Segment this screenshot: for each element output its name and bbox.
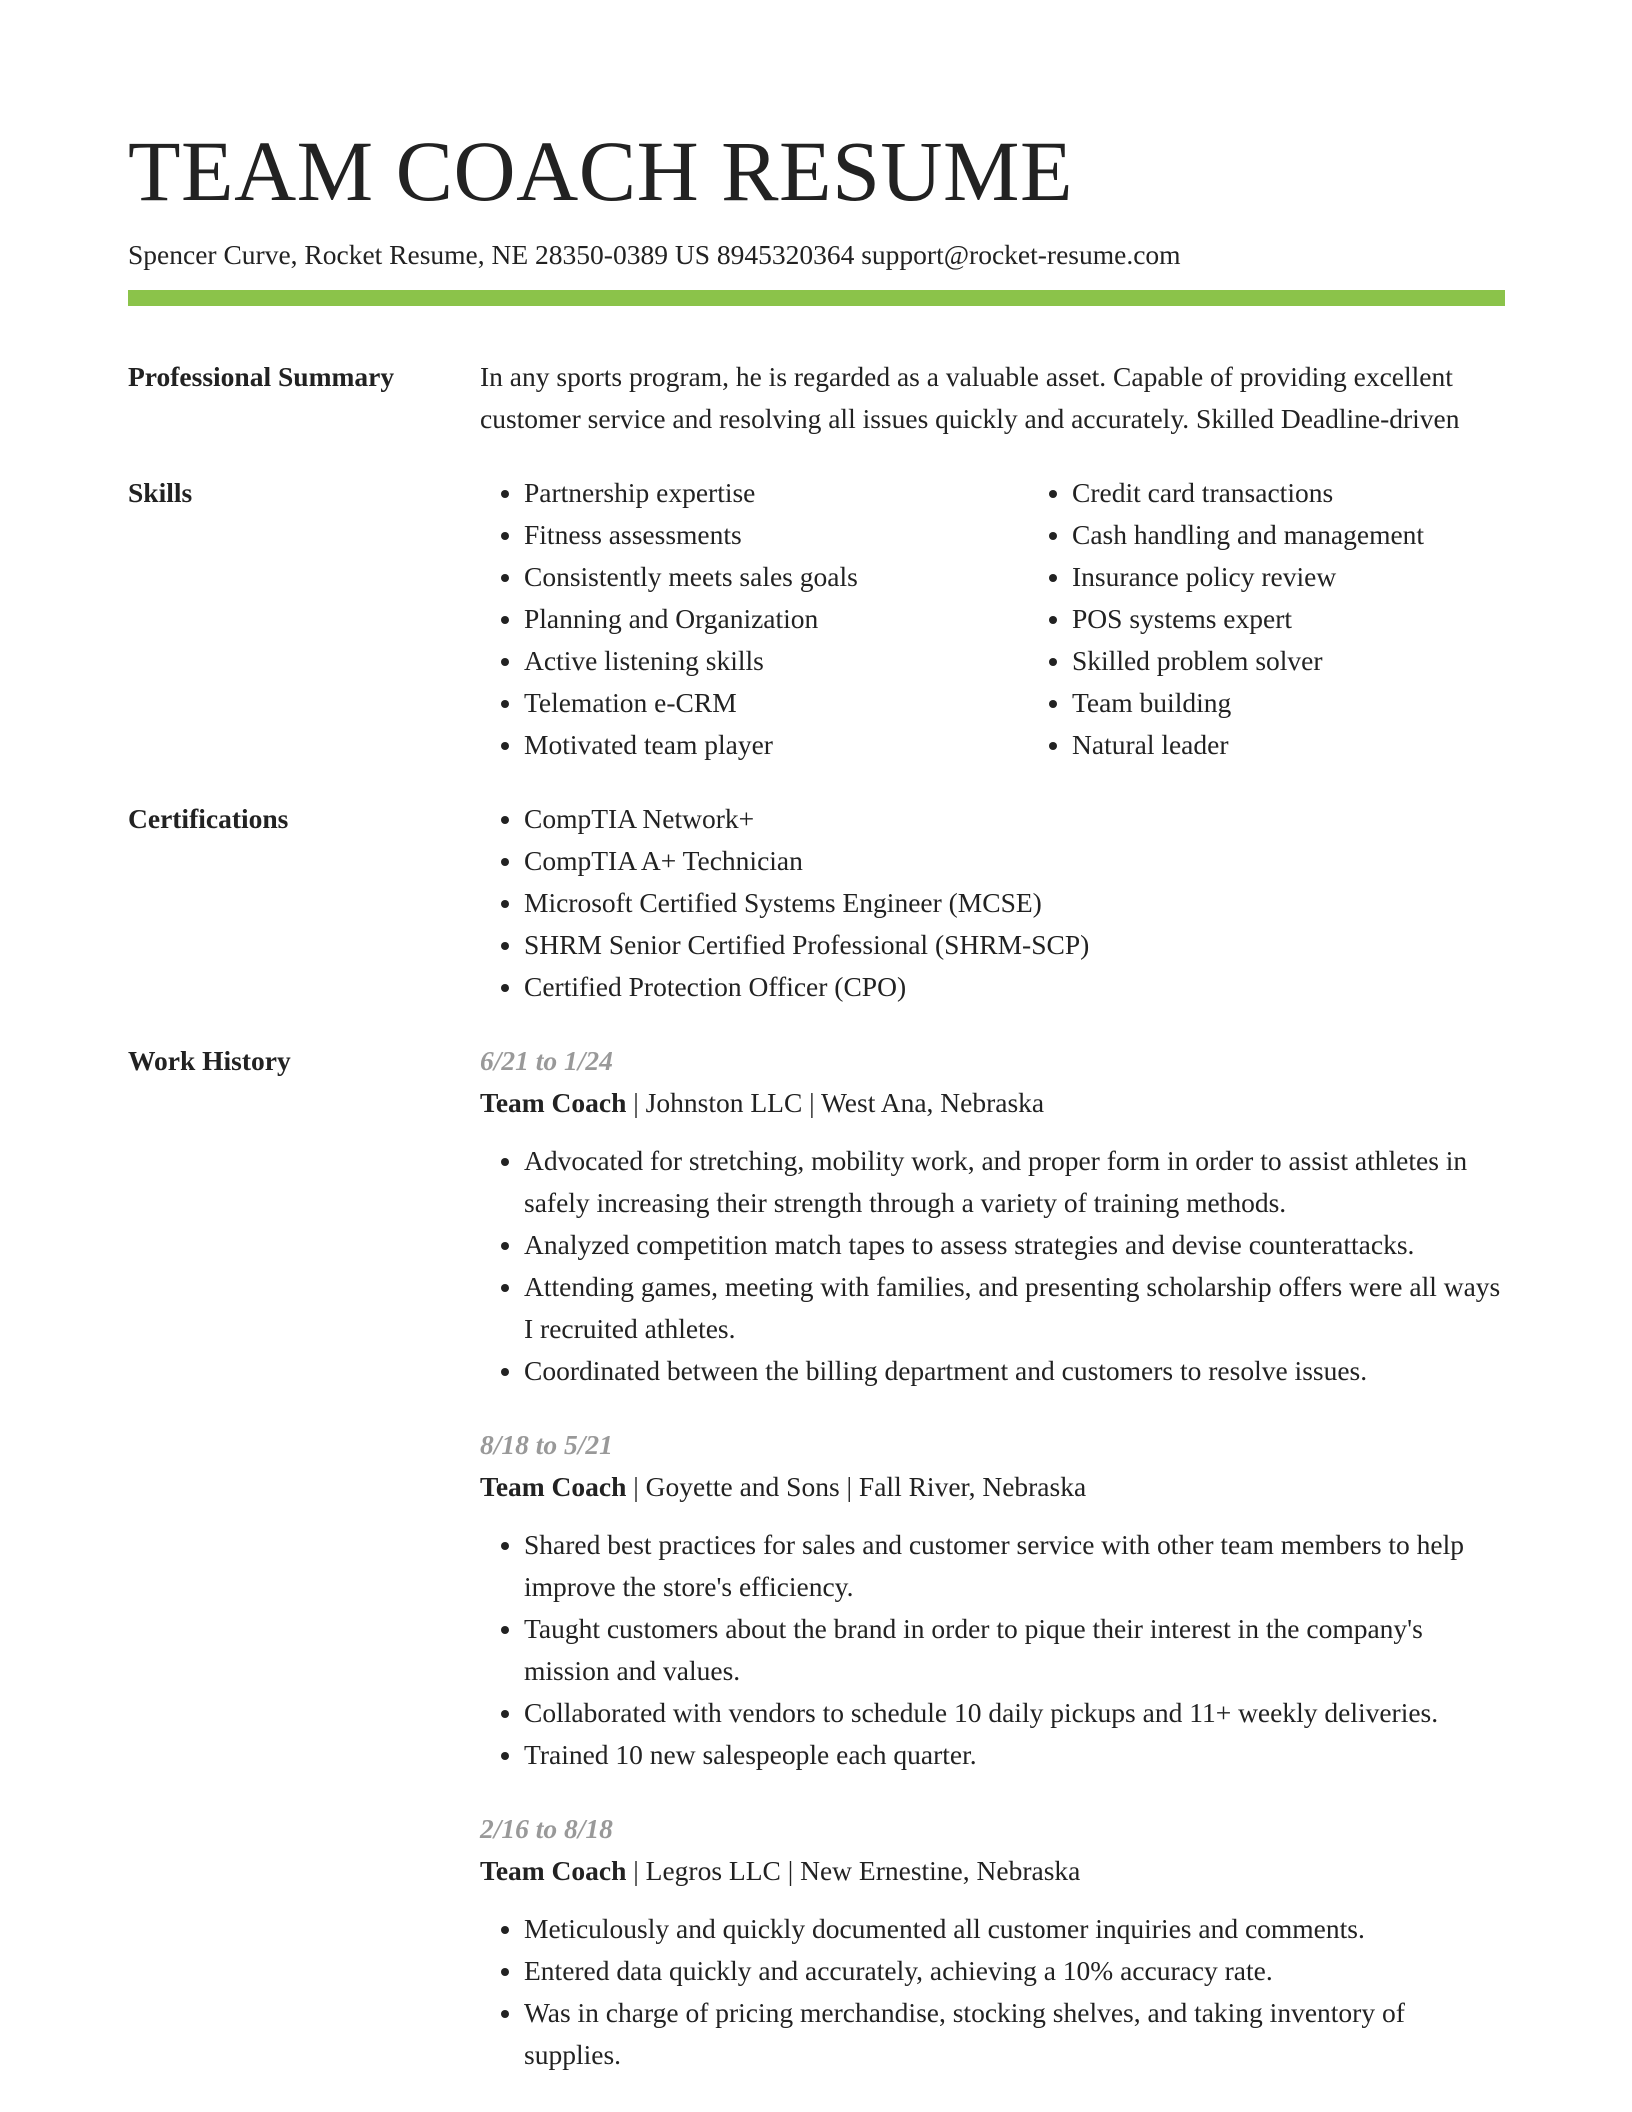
skill-item: • Active listening skills bbox=[524, 640, 1028, 682]
skills-list-left bbox=[480, 472, 1028, 766]
job-bullets bbox=[480, 1908, 1505, 2076]
job-bullet: • Collaborated with vendors to schedule 10 daily pickups and 11+ weekly deliveries. bbox=[524, 1692, 1505, 1734]
certifications-label: Certifications bbox=[128, 803, 289, 834]
resume-title: TEAM COACH RESUME bbox=[128, 123, 1074, 219]
certification-item: • Certified Protection Officer (CPO) bbox=[524, 966, 1505, 1008]
skill-item: • Fitness assessments bbox=[524, 514, 1028, 556]
job-bullet: • Shared best practices for sales and customer service with other team members to help improve the store's efficiency. bbox=[524, 1524, 1505, 1608]
certifications-section bbox=[128, 798, 1505, 1008]
job-details: | Johnston LLC | West Ana, Nebraska bbox=[626, 1087, 1045, 1118]
header-divider bbox=[128, 290, 1505, 306]
skill-item: • Cash handling and management bbox=[1072, 514, 1576, 556]
job-bullet: • Analyzed competition match tapes to assess strategies and devise counterattacks. bbox=[524, 1224, 1505, 1266]
job-bullets bbox=[480, 1524, 1505, 1776]
job-bullet: • Trained 10 new salespeople each quarter. bbox=[524, 1734, 1505, 1776]
skill-item: • POS systems expert bbox=[1072, 598, 1576, 640]
skill-item: • Team building bbox=[1072, 682, 1576, 724]
contact-line: Spencer Curve, Rocket Resume, NE 28350-0389 US 8945320364 support@rocket-resume.com bbox=[128, 239, 1181, 270]
resume-page bbox=[128, 0, 1505, 2076]
skill-item: • Consistently meets sales goals bbox=[524, 556, 1028, 598]
summary-text: In any sports program, he is regarded as a valuable asset. Capable of providing excellent customer service and resolving all issues quickly and accurately. Skilled Deadline-driven bbox=[480, 361, 1460, 434]
job-bullet: • Attending games, meeting with families, and presenting scholarship offers were all ways I recruited athletes. bbox=[524, 1266, 1505, 1350]
job-role: Team Coach bbox=[480, 1855, 627, 1886]
job-bullet: • Was in charge of pricing merchandise, stocking shelves, and taking inventory of supplies. bbox=[524, 1992, 1505, 2076]
summary-section bbox=[128, 356, 1505, 440]
skill-item: • Planning and Organization bbox=[524, 598, 1028, 640]
skill-item: • Skilled problem solver bbox=[1072, 640, 1576, 682]
summary-label: Professional Summary bbox=[128, 361, 395, 392]
skill-item: • Insurance policy review bbox=[1072, 556, 1576, 598]
job-entry bbox=[480, 1808, 1505, 2076]
skill-item: • Credit card transactions bbox=[1072, 472, 1576, 514]
job-heading bbox=[480, 1082, 1505, 1124]
skills-list-right bbox=[1028, 472, 1576, 766]
skill-item: • Telemation e-CRM bbox=[524, 682, 1028, 724]
job-bullet: • Taught customers about the brand in order to pique their interest in the company's mission and values. bbox=[524, 1608, 1505, 1692]
job-role: Team Coach bbox=[480, 1087, 627, 1118]
job-bullet: • Coordinated between the billing department and customers to resolve issues. bbox=[524, 1350, 1505, 1392]
certifications-list bbox=[480, 798, 1505, 1008]
certification-item: • CompTIA Network+ bbox=[524, 798, 1505, 840]
job-heading bbox=[480, 1466, 1505, 1508]
job-bullet: • Meticulously and quickly documented all customer inquiries and comments. bbox=[524, 1908, 1505, 1950]
job-dates: 6/21 to 1/24 bbox=[480, 1045, 613, 1076]
job-entry bbox=[480, 1424, 1505, 1776]
certification-item: • CompTIA A+ Technician bbox=[524, 840, 1505, 882]
job-details: | Legros LLC | New Ernestine, Nebraska bbox=[626, 1855, 1081, 1886]
work-history-section bbox=[128, 1040, 1505, 2076]
job-entry bbox=[480, 1040, 1505, 1392]
job-role: Team Coach bbox=[480, 1471, 627, 1502]
certification-item: • Microsoft Certified Systems Engineer (MCSE) bbox=[524, 882, 1505, 924]
job-dates: 8/18 to 5/21 bbox=[480, 1429, 613, 1460]
job-bullet: • Entered data quickly and accurately, achieving a 10% accuracy rate. bbox=[524, 1950, 1505, 1992]
work-history-label: Work History bbox=[128, 1045, 291, 1076]
skill-item: • Motivated team player bbox=[524, 724, 1028, 766]
job-bullet: • Advocated for stretching, mobility work, and proper form in order to assist athletes in safely increasing their strength through a variety of training methods. bbox=[524, 1140, 1505, 1224]
certification-item: • SHRM Senior Certified Professional (SHRM-SCP) bbox=[524, 924, 1505, 966]
skills-label: Skills bbox=[128, 477, 193, 508]
skill-item: • Natural leader bbox=[1072, 724, 1576, 766]
job-bullets bbox=[480, 1140, 1505, 1392]
work-history-list bbox=[480, 1040, 1505, 2076]
skills-grid bbox=[480, 472, 1576, 766]
job-dates: 2/16 to 8/18 bbox=[480, 1813, 613, 1844]
job-details: | Goyette and Sons | Fall River, Nebraska bbox=[626, 1471, 1087, 1502]
job-heading bbox=[480, 1850, 1505, 1892]
skill-item: • Partnership expertise bbox=[524, 472, 1028, 514]
skills-section bbox=[128, 472, 1505, 766]
